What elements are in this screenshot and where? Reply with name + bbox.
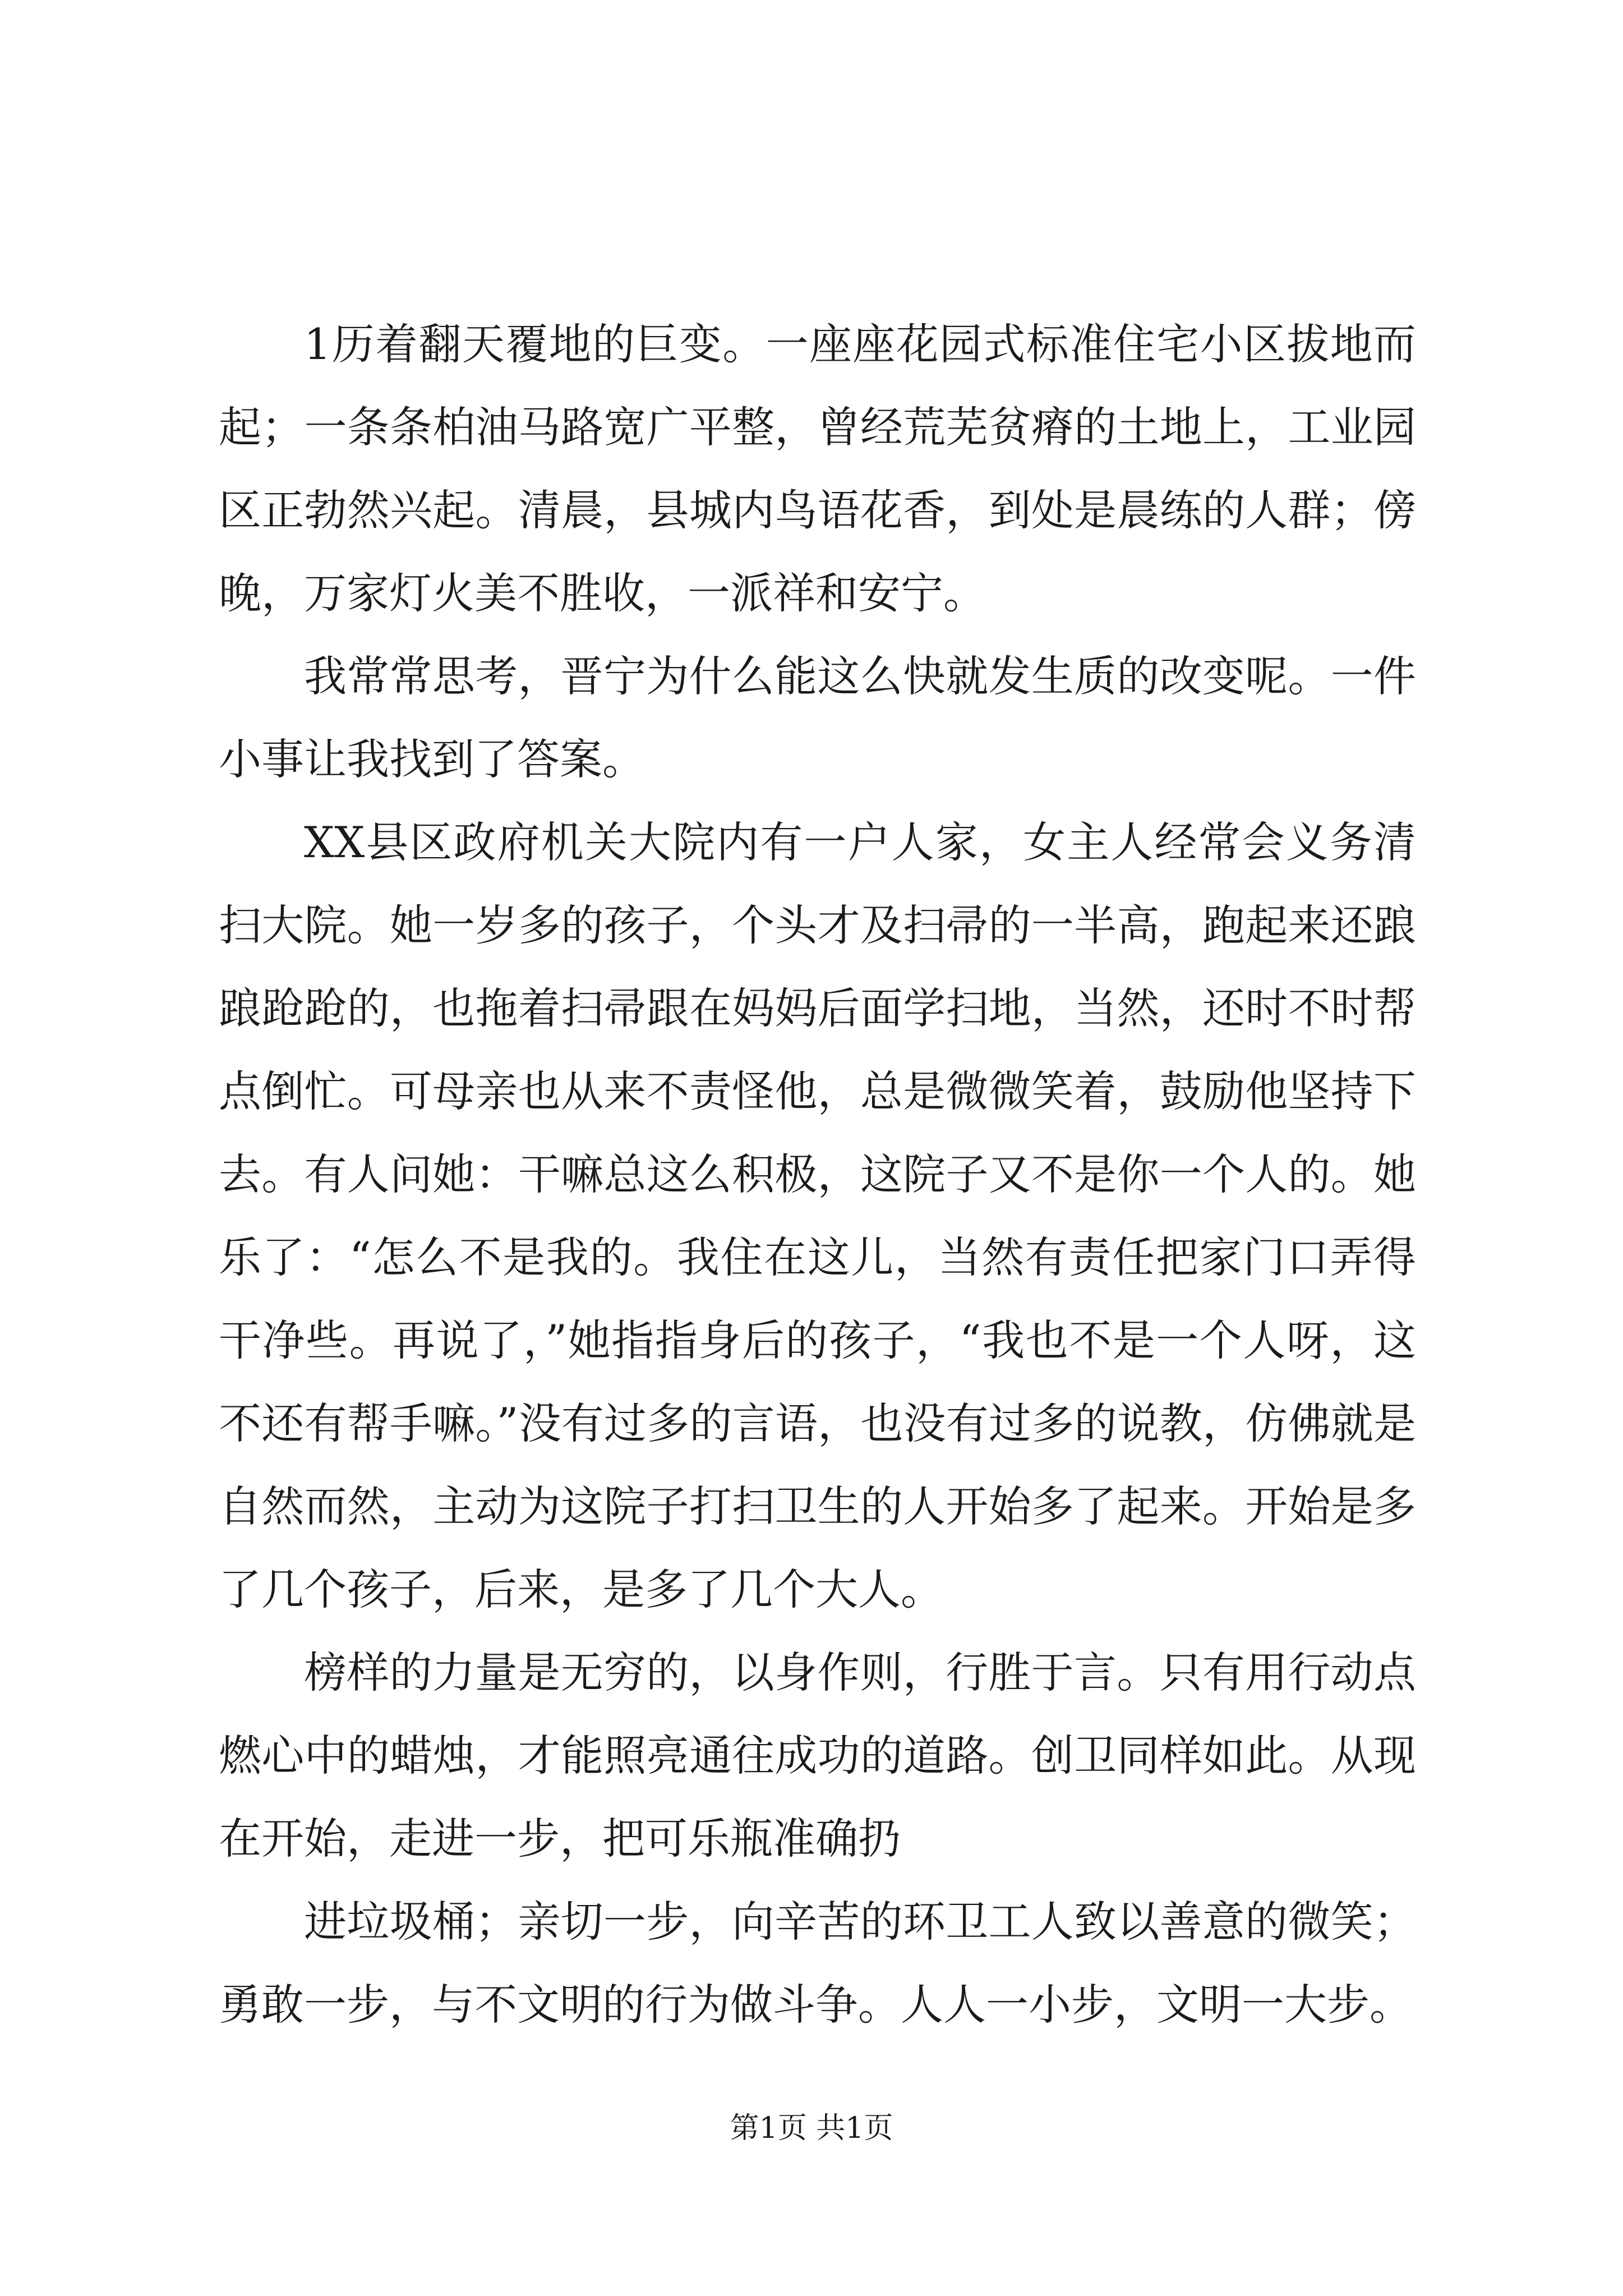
paragraph-1: 1历着翻天覆地的巨变。一座座花园式标准住宅小区拔地而起；一条条柏油马路宽广平整，曾经荒芜贫瘠的土地上，工业园区正勃然兴起。清晨，县城内鸟语花香，到处是晨练的人群；傍晚，万家灯火美不胜收，一派祥和安宁。 <box>219 319 1416 618</box>
document-body <box>219 303 1416 2046</box>
paragraph-3: XX县区政府机关大院内有一户人家，女主人经常会义务清扫大院。她一岁多的孩子，个头才及扫帚的一半高，跑起来还踉踉跄跄的，也拖着扫帚跟在妈妈后面学扫地，当然，还时不时帮点倒忙。可母亲也从来不责怪他，总是微微笑着，鼓励他坚持下去。有人问她：干嘛总这么积极，这院子又不是你一个人的。她乐了：“怎么不是我的。我住在这儿，当然有责任把家门口弄得干净些。再说了，”她指指身后的孩子，“我也不是一个人呀，这不还有帮手嘛。”没有过多的言语，也没有过多的说教，仿佛就是自然而然，主动为这院子打扫卫生的人开始多了起来。开始是多了几个孩子，后来，是多了几个大人。 <box>219 817 1416 1614</box>
paragraph-2: 我常常思考，晋宁为什么能这么快就发生质的改变呢。一件小事让我找到了答案。 <box>219 651 1416 784</box>
paragraph-4: 榜样的力量是无穷的，以身作则，行胜于言。只有用行动点燃心中的蜡烛，才能照亮通往成功的道路。创卫同样如此。从现在开始，走进一步，把可乐瓶准确扔 <box>219 1648 1416 1864</box>
page-footer: 第1页 共1页 <box>730 2111 893 2145</box>
paragraph-5: 进垃圾桶；亲切一步，向辛苦的环卫工人致以善意的微笑；勇敢一步，与不文明的行为做斗争。人人一小步，文明一大步。 <box>219 1897 1416 2030</box>
